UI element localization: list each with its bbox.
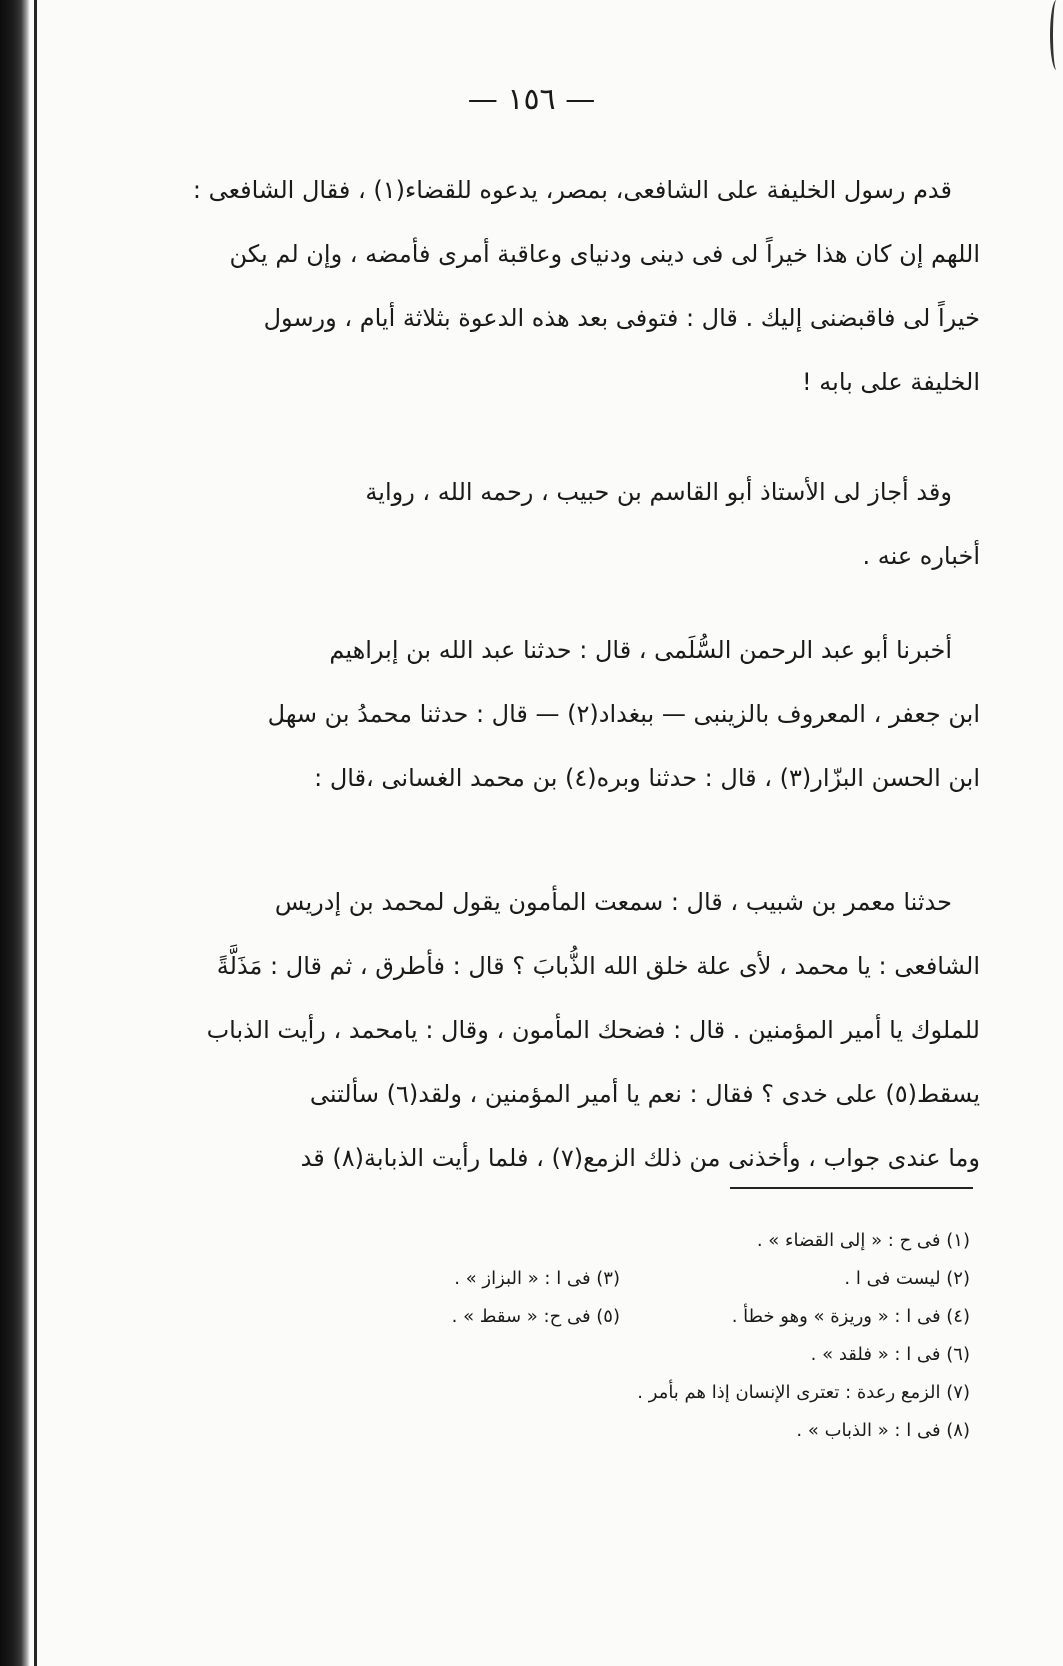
footnotes xyxy=(210,1222,970,1450)
paragraph-4 xyxy=(180,870,980,1190)
paragraph-3 xyxy=(180,618,980,810)
paragraph-line: الخليفة على بابه ! xyxy=(802,368,980,396)
footnote-row xyxy=(210,1336,970,1374)
paragraph-line: وما عندى جواب ، وأخذنى من ذلك الزمع(٧) ، فلما رأيت الذبابة(٨) قد xyxy=(300,1144,980,1172)
paragraph-2 xyxy=(180,460,980,588)
paragraph-line: وقد أجاز لى الأستاذ أبو القاسم بن حبيب ، رحمه الله ، رواية xyxy=(365,478,952,506)
footnote: (٣) فى ا : « البزاز » . xyxy=(454,1268,620,1289)
paragraph-line: أخبرنا أبو عبد الرحمن السُّلَمى ، قال : حدثنا عبد الله بن إبراهيم xyxy=(329,636,952,664)
paragraph-line: اللهم إن كان هذا خيراً لى فى دينى ودنياى وعاقبة أمرى فأمضه ، وإن لم يكن xyxy=(229,240,980,268)
paragraph-1 xyxy=(180,158,980,414)
footnote: (٧) الزمع رعدة : تعترى الإنسان إذا هم بأمر . xyxy=(637,1382,970,1403)
footnote: (١) فى ح : « إلى القضاء » . xyxy=(756,1230,970,1251)
footnote-row xyxy=(210,1374,970,1412)
footnote-row xyxy=(210,1298,970,1336)
paragraph-line: ابن الحسن البزّار(٣) ، قال : حدثنا وبره(٤) بن محمد الغسانى ،قال : xyxy=(314,764,980,792)
paragraph-line: قدم رسول الخليفة على الشافعى، بمصر، يدعوه للقضاء(١) ، فقال الشافعى : xyxy=(192,176,952,204)
footnote-separator xyxy=(730,1187,973,1189)
page-corner-mark xyxy=(1050,0,1063,70)
footnote: (٥) فى ح: « سقط » . xyxy=(451,1306,620,1327)
paragraph-line: خيراً لى فاقبضنى إليك . قال : فتوفى بعد هذه الدعوة بثلاثة أيام ، ورسول xyxy=(263,304,980,332)
footnote-row xyxy=(210,1260,970,1298)
footnote-row xyxy=(210,1222,970,1260)
paragraph-line: يسقط(٥) على خدى ؟ فقال : نعم يا أمير المؤمنين ، ولقد(٦) سألتنى xyxy=(309,1080,980,1108)
paragraph-line: أخباره عنه . xyxy=(862,542,980,570)
footnote: (٦) فى ا : « فلقد » . xyxy=(810,1344,970,1365)
footnote-row xyxy=(210,1412,970,1450)
footnote: (٤) فى ا : « وريزة » وهو خطأ . xyxy=(731,1306,970,1327)
binding-line xyxy=(34,0,37,1666)
paragraph-line: ابن جعفر ، المعروف بالزينبى — ببغداد(٢) — قال : حدثنا محمدُ بن سهل xyxy=(267,700,980,728)
footnote: (٢) ليست فى ا . xyxy=(844,1268,970,1289)
footnote: (٨) فى ا : « الذباب » . xyxy=(796,1420,970,1441)
paragraph-line: الشافعى : يا محمد ، لأى علة خلق الله الذُّبابَ ؟ قال : فأطرق ، ثم قال : مَذَلَّةً xyxy=(216,952,980,980)
page-binding-edge xyxy=(0,0,30,1666)
page-number: — ١٥٦ — xyxy=(467,82,596,117)
paragraph-line: حدثنا معمر بن شبيب ، قال : سمعت المأمون يقول لمحمد بن إدريس xyxy=(274,888,952,916)
paragraph-line: للملوك يا أمير المؤمنين . قال : فضحك المأمون ، وقال : يامحمد ، رأيت الذباب xyxy=(206,1016,980,1044)
